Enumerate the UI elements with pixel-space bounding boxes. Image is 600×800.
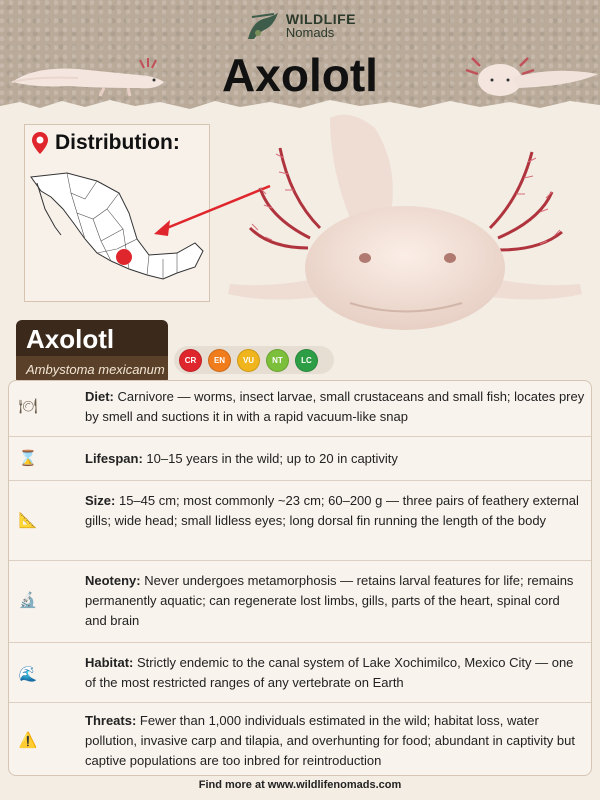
conservation-status-bar	[174, 346, 334, 374]
fact-label: Lifespan:	[85, 451, 143, 466]
fact-label: Habitat:	[85, 655, 134, 670]
map-pin-icon	[31, 131, 49, 155]
ruler-icon: 📐	[18, 512, 38, 529]
logo-icon	[246, 9, 280, 43]
fact-label: Size:	[85, 493, 116, 508]
brand-logo[interactable]	[246, 6, 356, 46]
fact-text: Fewer than 1,000 individuals estimated in the wild; habitat loss, water pollution, invasive carp and tilapia, and overhunting for food; abundant in captivity but captive populations are too inbred for reintroduction	[85, 713, 575, 768]
fact-text: Strictly endemic to the canal system of Lake Xochimilco, Mexico City — one of the most restricted ranges of any vertebrate on Earth	[85, 655, 574, 690]
fact-threats	[9, 703, 592, 776]
facts-panel	[8, 380, 592, 776]
species-name-plate	[16, 320, 168, 384]
hourglass-icon: ⌛	[18, 450, 38, 467]
scientific-name: Ambystoma mexicanum	[16, 356, 168, 384]
fact-text: Carnivore — worms, insect larvae, small crustaceans and small fish; locates prey by smell and suctions it in with a rapid vacuum-like snap	[85, 389, 585, 424]
status-badge-cr: CR	[179, 349, 202, 372]
brand-line2: Nomads	[285, 25, 335, 40]
fact-size	[9, 481, 592, 561]
status-badge-en: EN	[208, 349, 231, 372]
fact-habitat	[9, 643, 592, 703]
axolotl-photo	[200, 108, 600, 340]
fact-text: 15–45 cm; most commonly ~23 cm; 60–200 g — three pairs of feathery external gills; wide head; small lidless eyes; long dorsal fin running the length of the body	[85, 493, 579, 528]
plate-icon: 🍽	[18, 398, 38, 415]
distribution-label: Distribution:	[55, 131, 180, 154]
fact-label: Diet:	[85, 389, 114, 404]
common-name: Axolotl	[26, 324, 115, 354]
fact-label: Neoteny:	[85, 573, 141, 588]
fact-diet	[9, 381, 592, 437]
warning-icon: ⚠️	[18, 732, 38, 749]
status-badge-nt: NT	[266, 349, 289, 372]
status-badge-vu: VU	[237, 349, 260, 372]
wave-icon: 🌊	[18, 666, 38, 683]
status-badge-lc: LC	[295, 349, 318, 372]
brand-line1: WILDLIFE	[285, 11, 356, 27]
fact-text: Never undergoes metamorphosis — retains larval features for life; remains permanently aquatic; can regenerate lost limbs, gills, parts of the heart, spinal cord and brain	[85, 573, 574, 628]
fact-lifespan	[9, 437, 592, 481]
fact-label: Threats:	[85, 713, 137, 728]
footer-link[interactable]: Find more at www.wildlifenomads.com	[198, 779, 402, 791]
fact-neoteny	[9, 561, 592, 643]
habitat-marker	[116, 249, 132, 265]
fact-text: 10–15 years in the wild; up to 20 in captivity	[146, 451, 398, 466]
page-title: Axolotl	[222, 49, 378, 101]
microscope-icon: 🔬	[18, 592, 38, 609]
